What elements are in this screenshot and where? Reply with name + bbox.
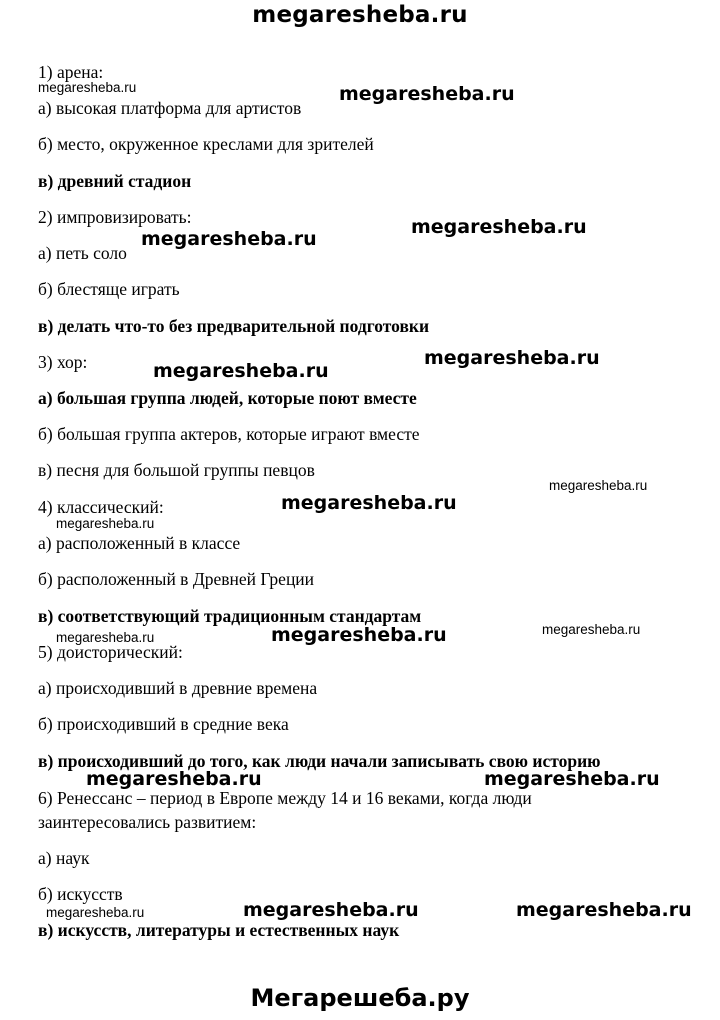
question-6-option-a: а) наук (38, 848, 90, 868)
question-4-title: 4) классический: (38, 497, 164, 517)
watermark-large: megaresheba.ru (243, 899, 419, 921)
watermark-large: megaresheba.ru (141, 228, 317, 250)
watermark-small: megaresheba.ru (542, 622, 641, 637)
question-5-option-a: а) происходивший в древние времена (38, 678, 318, 698)
watermark-large: megaresheba.ru (271, 624, 447, 646)
watermark-large: megaresheba.ru (339, 83, 515, 105)
watermark-large: megaresheba.ru (411, 216, 587, 238)
question-3-option-b: б) большая группа актеров, которые играют вместе (38, 424, 420, 444)
question-6-title-line-2: заинтересовались развитием: (38, 812, 257, 832)
question-3-title: 3) хор: (38, 352, 88, 372)
watermark-large: megaresheba.ru (86, 768, 262, 790)
question-3-option-c: в) песня для большой группы певцов (38, 460, 315, 480)
question-5-option-c-answer: в) происходивший до того, как люди начали записывать свою историю (38, 751, 601, 771)
question-2-title: 2) импровизировать: (38, 207, 192, 227)
question-1-option-c-answer: в) древний стадион (38, 171, 192, 191)
watermark-large: megaresheba.ru (424, 347, 600, 369)
question-6-title-line-1: 6) Ренессанс – период в Европе между 14 и 16 веками, когда люди (38, 788, 532, 808)
question-4-option-a: а) расположенный в классе (38, 533, 241, 553)
watermark-large: megaresheba.ru (281, 492, 457, 514)
question-2-option-a: а) петь соло (38, 243, 127, 263)
question-1-title: 1) арена: (38, 62, 104, 82)
question-1-option-a: а) высокая платформа для артистов (38, 98, 302, 118)
watermark-large: megaresheba.ru (484, 768, 660, 790)
question-6-option-c-answer: в) искусств, литературы и естественных наук (38, 920, 400, 940)
question-6-option-b: б) искусств (38, 884, 123, 904)
question-3-option-a-answer: а) большая группа людей, которые поют вместе (38, 388, 417, 408)
question-2-option-b: б) блестяще играть (38, 279, 180, 299)
page-footer-site: Мегарешеба.ру (250, 984, 470, 1012)
watermark-small: megaresheba.ru (38, 80, 137, 95)
watermark-large: megaresheba.ru (516, 899, 692, 921)
page-header-site: megaresheba.ru (252, 2, 468, 28)
question-1-option-b: б) место, окруженное креслами для зрителей (38, 134, 374, 154)
question-5-option-b: б) происходивший в средние века (38, 714, 289, 734)
question-2-option-c-answer: в) делать что-то без предварительной подготовки (38, 316, 430, 336)
watermark-small: megaresheba.ru (549, 478, 648, 493)
watermark-large: megaresheba.ru (153, 360, 329, 382)
watermark-small: megaresheba.ru (56, 516, 155, 531)
watermark-small: megaresheba.ru (56, 630, 155, 645)
question-5-title: 5) доисторический: (38, 642, 183, 662)
question-4-option-c-answer: в) соответствующий традиционным стандартам (38, 606, 422, 626)
question-4-option-b: б) расположенный в Древней Греции (38, 569, 315, 589)
watermark-small: megaresheba.ru (46, 905, 145, 920)
